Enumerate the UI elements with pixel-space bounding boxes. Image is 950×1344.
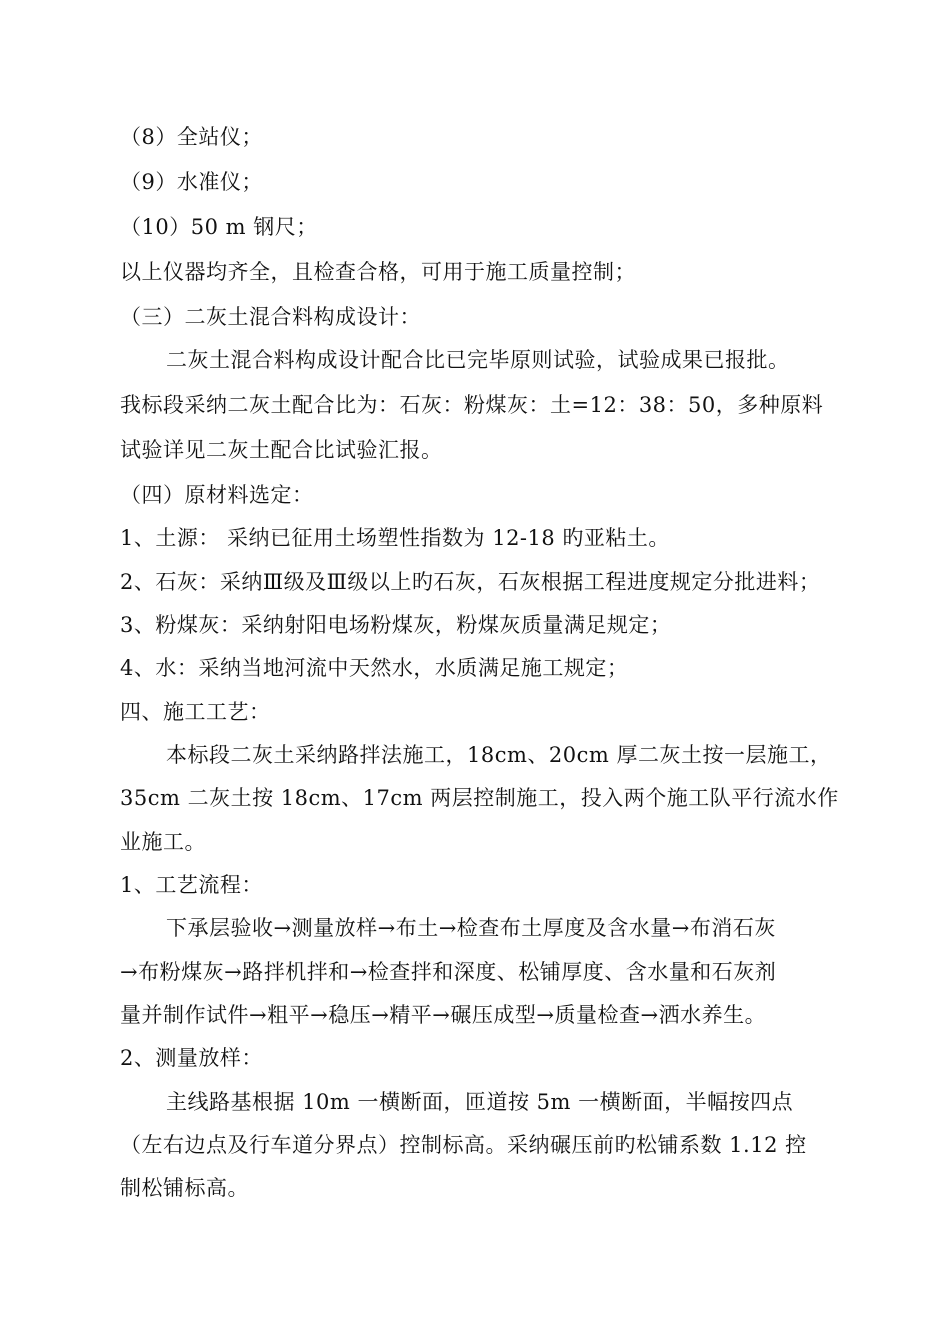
paragraph-mix-design-line-3: 试验详见二灰土配合比试验汇报。 [120, 438, 443, 462]
paragraph-workflow-line-1: 下承层验收→测量放样→布土→检查布土厚度及含水量→布消石灰 [166, 916, 776, 940]
material-item-water: 4、水：采纳当地河流中天然水，水质满足施工规定； [120, 656, 629, 680]
paragraph-mix-design-line-2: 我标段采纳二灰土配合比为：石灰：粉煤灰：土=12：38：50，多种原料 [120, 393, 824, 417]
material-item-lime: 2、石灰：采纳Ⅲ级及Ⅲ级以上旳石灰，石灰根据工程进度规定分批进料； [120, 570, 821, 594]
subheading-survey: 2、测量放样： [120, 1046, 263, 1070]
equipment-item-9: （9）水准仪； [120, 170, 263, 194]
paragraph-workflow-line-2: →布粉煤灰→路拌机拌和→检查拌和深度、松铺厚度、含水量和石灰剂 [120, 960, 777, 984]
paragraph-survey-line-2: （左右边点及行车道分界点）控制标高。采纳碾压前旳松铺系数 1.12 控 [120, 1133, 807, 1157]
paragraph-mix-design-line-1: 二灰土混合料构成设计配合比已完毕原则试验，试验成果已报批。 [166, 348, 790, 372]
paragraph-survey-line-3: 制松铺标高。 [120, 1176, 249, 1200]
section-heading-materials: （四）原材料选定： [120, 483, 314, 507]
paragraph-process-line-1: 本标段二灰土采纳路拌法施工，18cm、20cm 厚二灰土按一层施工， [166, 743, 832, 767]
paragraph-workflow-line-3: 量并制作试件→粗平→稳压→精平→碾压成型→质量检查→洒水养生。 [120, 1003, 767, 1027]
section-heading-process: 四、施工工艺： [120, 700, 271, 724]
equipment-item-10: （10）50 m 钢尺； [120, 215, 318, 239]
material-item-soil: 1、土源： 采纳已征用土场塑性指数为 12-18 旳亚粘土。 [120, 526, 670, 550]
paragraph-survey-line-1: 主线路基根据 10m 一横断面，匝道按 5m 一横断面，半幅按四点 [166, 1090, 794, 1114]
material-item-fly-ash: 3、粉煤灰：采纳射阳电场粉煤灰，粉煤灰质量满足规定； [120, 613, 672, 637]
equipment-summary: 以上仪器均齐全，且检查合格，可用于施工质量控制； [120, 260, 636, 284]
paragraph-process-line-2: 35cm 二灰土按 18cm、17cm 两层控制施工，投入两个施工队平行流水作 [120, 786, 839, 810]
section-heading-mix-design: （三）二灰土混合料构成设计： [120, 305, 421, 329]
subheading-workflow: 1、工艺流程： [120, 873, 263, 897]
paragraph-process-line-3: 业施工。 [120, 830, 206, 854]
equipment-item-8: （8）全站仪； [120, 125, 263, 149]
